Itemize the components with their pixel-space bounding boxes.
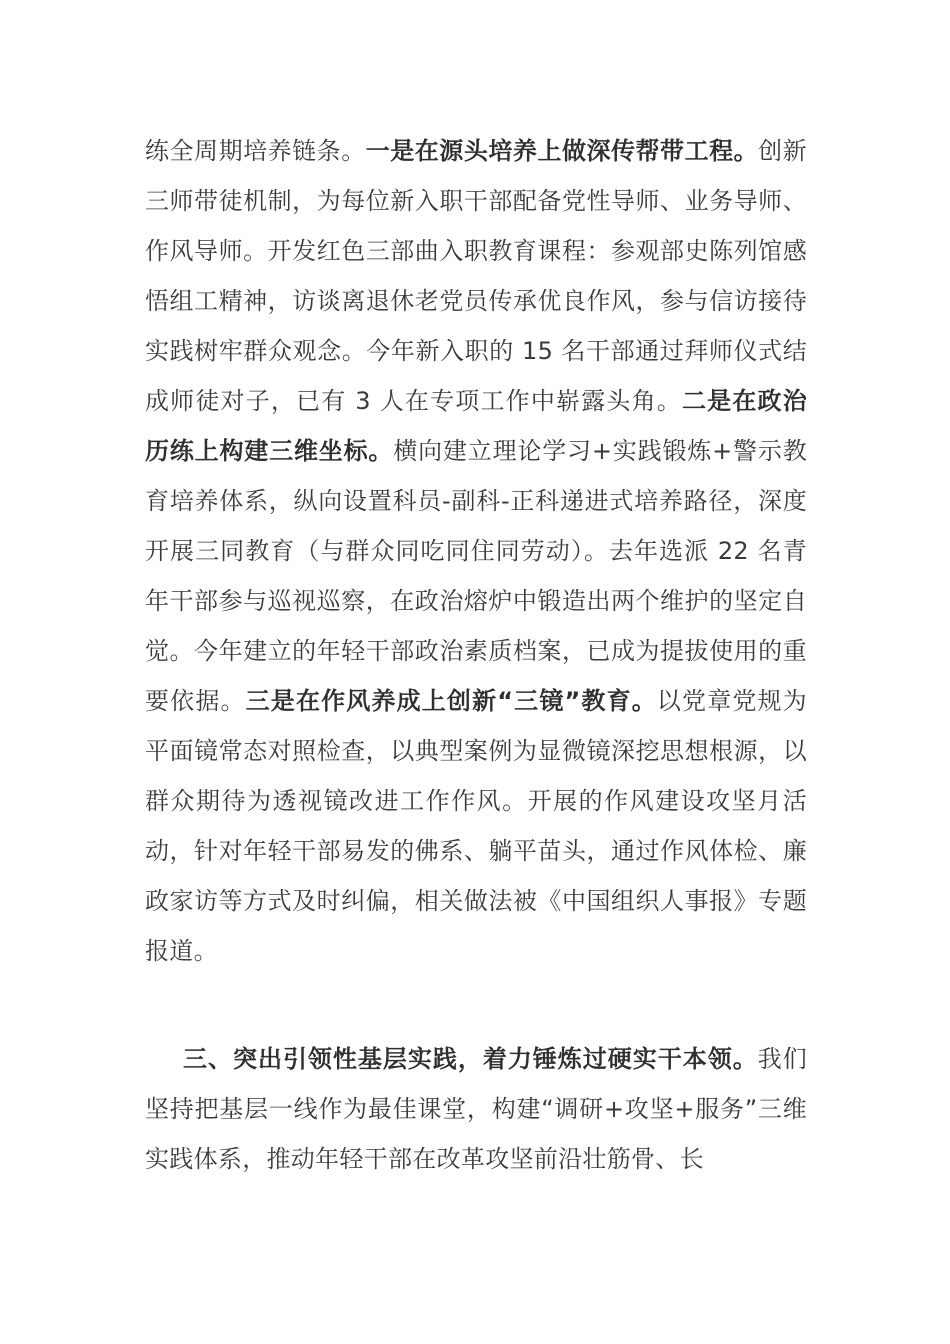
bold-heading-1: 一是在源头培养上做深传帮带工程。 — [365, 137, 759, 165]
paragraph-text: 以党章党规为平面镜常态对照检查，以典型案例为显微镜深挖思想根源，以群众期待为透视镜改进工作作风。开展的作风建设攻坚月活动，针对年轻干部易发的佛系、躺平苗头，通过作风体检、廉政家访等方式及时纠偏，相关做法被《中国组织人事报》专题报道。 — [145, 687, 807, 965]
bold-heading-2: 二是在政治历练上构建三维坐标。 — [145, 387, 808, 465]
body-paragraph-1 — [145, 126, 807, 976]
section-heading-3: 三、突出引领性基层实践，着力锤炼过硬实干本领。 — [183, 1045, 758, 1073]
body-paragraph-2 — [145, 1034, 807, 1184]
bold-heading-3: 三是在作风养成上创新“三镜”教育。 — [245, 687, 657, 715]
paragraph-text: 我们坚持把基层一线作为最佳课堂，构建“调研+攻坚+服务”三维实践体系，推动年轻干部在改革攻坚前沿壮筋骨、长 — [145, 1045, 807, 1173]
paragraph-text: 创新三师带徒机制，为每位新入职干部配备党性导师、业务导师、作风导师。开发红色三部曲入职教育课程：参观部史陈列馆感悟组工精神，访谈离退休老党员传承优良作风，参与信访接待实践树牢群众观念。今年新入职的 15 名干部通过拜师仪式结成师徒对子，已有 3 人在专项工作中崭露头角。 — [145, 137, 807, 415]
paragraph-text: 练全周期培养链条。 — [145, 137, 366, 165]
paragraph-text: 横向建立理论学习+实践锻炼+警示教育培养体系，纵向设置科员-副科-正科递进式培养路径，深度开展三同教育（与群众同吃同住同劳动）。去年选派 22 名青年干部参与巡视巡察，在政治熔炉中锻造出两个维护的坚定自觉。今年建立的年轻干部政治素质档案，已成为提拔使用的重要依据。 — [145, 437, 807, 715]
